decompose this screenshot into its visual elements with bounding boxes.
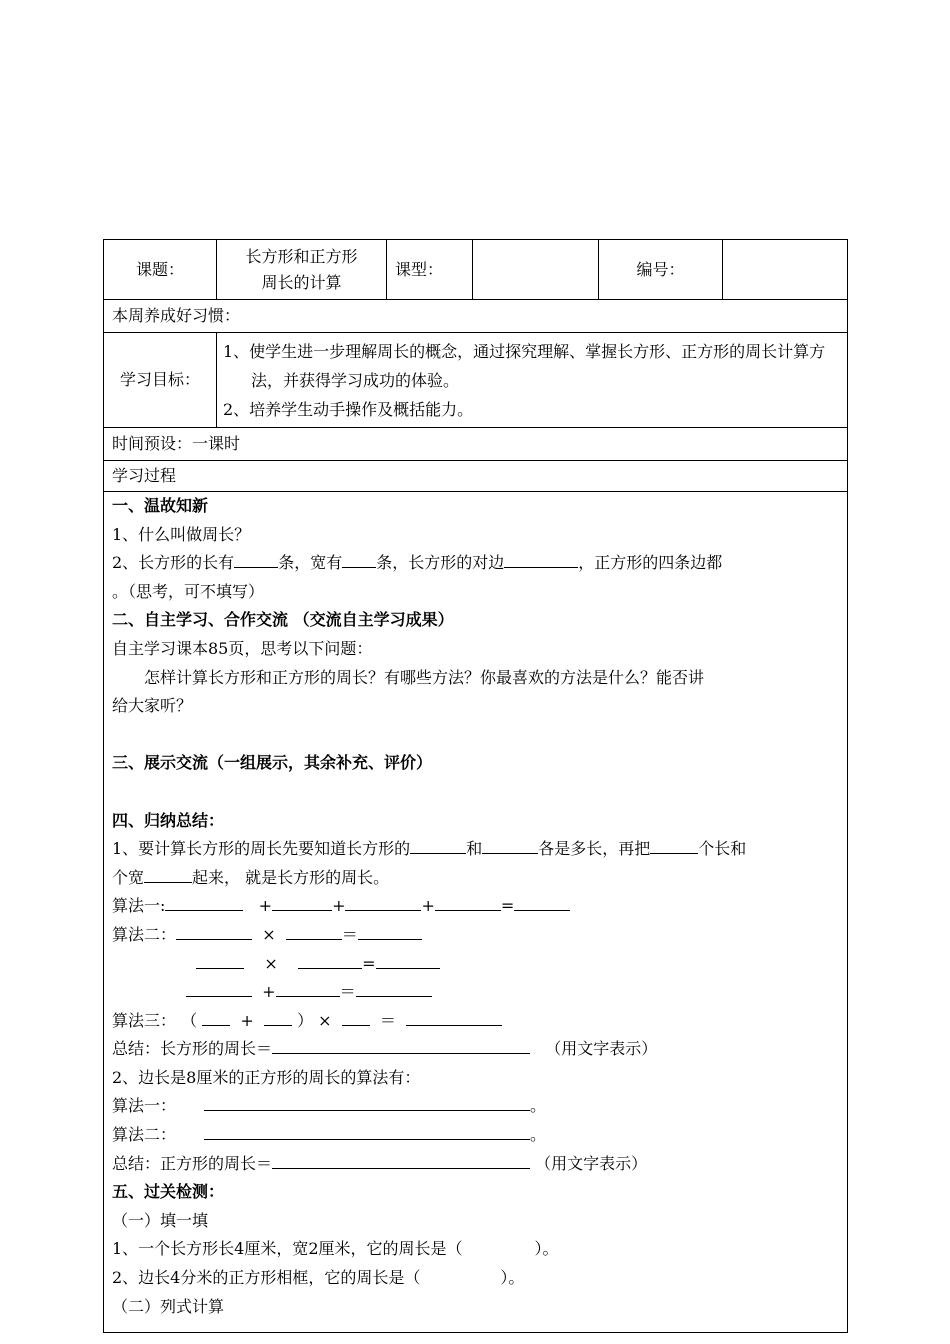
type-value[interactable] bbox=[473, 240, 599, 300]
section5-q1: 1、一个长方形长4厘米，宽2厘米，它的周长是（ ）。 bbox=[112, 1239, 559, 1259]
summary1-row: 总结：长方形的周长＝ （用文字表示） bbox=[112, 1035, 839, 1064]
blank-field[interactable] bbox=[196, 951, 244, 969]
time-label: 时间预设：一课时 bbox=[104, 428, 848, 461]
section2-line2: 怎样计算长方形和正方形的周长？有哪些方法？你最喜欢的方法是什么？能否讲 bbox=[144, 667, 705, 687]
section2-line3: 给大家听？ bbox=[112, 696, 193, 716]
goal-item: 2、培养学生动手操作及概括能力。 bbox=[223, 399, 474, 419]
square-method1-row: 算法一： 。 bbox=[112, 1092, 839, 1121]
blank-field[interactable] bbox=[345, 893, 421, 911]
blank-field[interactable] bbox=[204, 1093, 530, 1111]
section4-title: 四、归纳总结： bbox=[112, 810, 225, 830]
section4-p1: 1、要计算长方形的周长先要知道长方形的 和 各是多长，再把 个长和 bbox=[112, 835, 839, 864]
method3-row: 算法三： （ + ） × ＝ bbox=[112, 1007, 839, 1036]
method2-row: 算法二： × ＝ bbox=[112, 921, 839, 950]
topic-value bbox=[217, 240, 387, 300]
goal-item: 1、使学生进一步理解周长的概念，通过探究理解、掌握长方形、正方形的周长计算方法，并获得学习成功的体验。 bbox=[223, 341, 826, 390]
blank-field[interactable] bbox=[342, 1008, 370, 1026]
blank-field[interactable] bbox=[298, 951, 362, 969]
section5-sub2: （二）列式计算 bbox=[112, 1296, 225, 1316]
blank-field[interactable] bbox=[406, 1008, 502, 1026]
section5-title: 五、过关检测： bbox=[112, 1182, 225, 1202]
section5-sub1: （一）填一填 bbox=[112, 1210, 209, 1230]
number-value[interactable] bbox=[723, 240, 848, 300]
section1-q1: 1、什么叫做周长？ bbox=[112, 524, 251, 544]
method2-row3: + ＝ bbox=[112, 978, 839, 1007]
blank-field[interactable] bbox=[272, 1036, 530, 1054]
section1-q2: 2、长方形的长有 条，宽有 条，长方形的对边 ，正方形的四条边都 bbox=[112, 549, 839, 578]
section5-q2: 2、边长4分米的正方形相框，它的周长是（ ）。 bbox=[112, 1268, 525, 1288]
worksheet bbox=[103, 239, 847, 1333]
blank-field[interactable] bbox=[514, 893, 570, 911]
blank-field[interactable] bbox=[234, 550, 278, 568]
method2-row2: × = bbox=[112, 950, 839, 979]
blank-field[interactable] bbox=[176, 922, 252, 940]
section1-title: 一、温故知新 bbox=[112, 496, 209, 515]
square-method2-row: 算法二： 。 bbox=[112, 1121, 839, 1150]
blank-field[interactable] bbox=[202, 1008, 230, 1026]
goals-label: 学习目标： bbox=[104, 333, 217, 428]
blank-field[interactable] bbox=[342, 550, 376, 568]
blank-field[interactable] bbox=[356, 979, 432, 997]
blank-field[interactable] bbox=[650, 836, 698, 854]
section3-title: 三、展示交流（一组展示，其余补充、评价） bbox=[112, 753, 433, 773]
section1-q2-cont: 。（思考，可不填写） bbox=[112, 581, 265, 601]
blank-field[interactable] bbox=[358, 922, 422, 940]
blank-field[interactable] bbox=[165, 893, 243, 911]
blank-field[interactable] bbox=[482, 836, 538, 854]
process-label: 学习过程 bbox=[104, 461, 848, 492]
blank-field[interactable] bbox=[272, 893, 332, 911]
type-label: 课型： bbox=[387, 240, 473, 300]
blank-field[interactable] bbox=[204, 1122, 530, 1140]
process-body bbox=[104, 492, 848, 1333]
habit-label: 本周养成好习惯： bbox=[104, 300, 848, 333]
blank-field[interactable] bbox=[376, 951, 440, 969]
blank-field[interactable] bbox=[435, 893, 501, 911]
lesson-plan-table bbox=[103, 239, 848, 1333]
blank-field[interactable] bbox=[276, 979, 340, 997]
method1-row: 算法一: + + + = bbox=[112, 892, 839, 921]
summary2-row: 总结：正方形的周长＝ （用文字表示） bbox=[112, 1150, 839, 1179]
topic-line1: 长方形和正方形 bbox=[245, 246, 358, 266]
blank-field[interactable] bbox=[272, 1151, 530, 1169]
section4-p1-cont: 个宽 起来， 就是长方形的周长。 bbox=[112, 864, 839, 893]
section4-p2: 2、边长是8厘米的正方形的周长的算法有： bbox=[112, 1067, 421, 1087]
topic-label: 课题： bbox=[104, 240, 217, 300]
blank-field[interactable] bbox=[264, 1008, 292, 1026]
goals-list bbox=[217, 333, 848, 428]
blank-field[interactable] bbox=[504, 550, 578, 568]
number-label: 编号： bbox=[599, 240, 723, 300]
section2-line1: 自主学习课本85页，思考以下问题： bbox=[112, 638, 373, 658]
blank-field[interactable] bbox=[410, 836, 466, 854]
blank-field[interactable] bbox=[144, 865, 192, 883]
section2-title: 二、自主学习、合作交流 （交流自主学习成果） bbox=[112, 610, 454, 630]
blank-field[interactable] bbox=[186, 979, 252, 997]
blank-field[interactable] bbox=[286, 922, 342, 940]
topic-line2: 周长的计算 bbox=[261, 272, 342, 292]
